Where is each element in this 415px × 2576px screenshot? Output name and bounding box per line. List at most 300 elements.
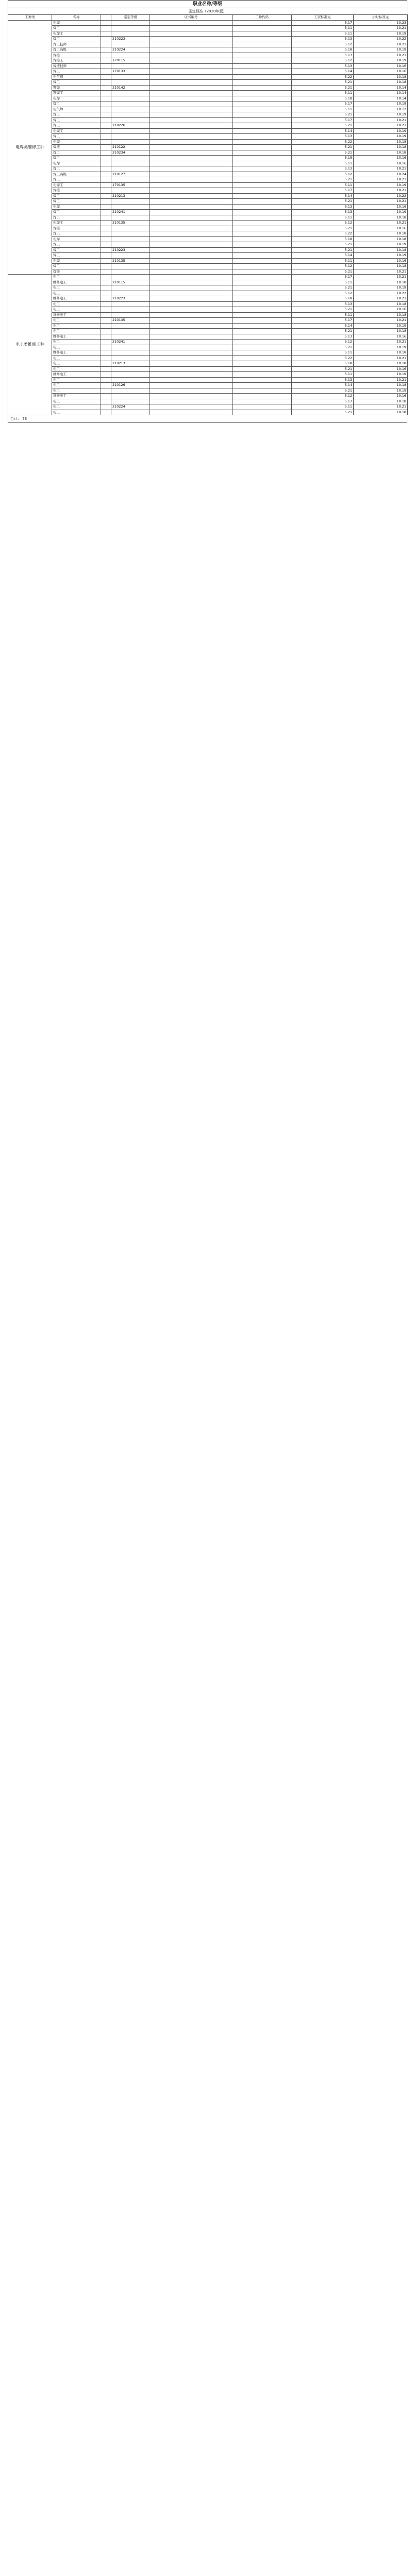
table-cell: 电焊工 — [52, 128, 101, 134]
table-cell — [101, 247, 111, 253]
table-cell: 5.12 — [292, 42, 354, 47]
table-cell: 10.16 — [354, 334, 408, 340]
table-cell — [111, 345, 150, 350]
table-cell: 5.17 — [292, 188, 354, 194]
table-cell — [111, 236, 150, 242]
table-cell: 5.18 — [292, 47, 354, 53]
table-row — [8, 26, 408, 31]
table-cell — [111, 394, 150, 399]
table-cell — [150, 58, 233, 64]
table-cell — [111, 101, 150, 107]
table-row — [8, 307, 408, 313]
table-cell: 电焊 — [52, 236, 101, 242]
table-cell — [150, 63, 233, 69]
table-cell: 5.11 — [292, 350, 354, 356]
table-row — [8, 221, 408, 226]
table-cell: 电气焊 — [52, 74, 101, 80]
table-cell: 5.12 — [292, 58, 354, 64]
table-cell: 电气焊 — [52, 107, 101, 112]
table-cell: 210224 — [111, 404, 150, 410]
table-cell — [150, 20, 233, 26]
table-cell: 170115 — [111, 58, 150, 64]
table-cell — [150, 53, 233, 58]
table-cell: 电工 — [52, 410, 101, 415]
table-cell: 10.19 — [354, 388, 408, 394]
table-row — [8, 383, 408, 388]
table-cell: 维修电工 — [52, 334, 101, 340]
table-body — [8, 20, 408, 415]
table-cell — [101, 312, 111, 318]
table-cell — [111, 399, 150, 404]
table-cell: 10.18 — [354, 350, 408, 356]
table-cell — [233, 210, 292, 215]
table-cell — [101, 139, 111, 145]
table-cell: 10.21 — [354, 275, 408, 280]
table-cell — [233, 166, 292, 172]
table-cell — [101, 112, 111, 118]
table-cell: 焊工 — [52, 134, 101, 140]
table-cell: 5.22 — [292, 139, 354, 145]
table-cell — [233, 355, 292, 361]
table-cell: 210213 — [111, 193, 150, 199]
table-cell: 5.11 — [292, 312, 354, 318]
table-cell: 电工 — [52, 361, 101, 367]
table-cell: 5.13 — [292, 63, 354, 69]
table-cell: 5.13 — [292, 166, 354, 172]
table-row — [8, 275, 408, 280]
table-cell — [233, 177, 292, 183]
table-cell: 5.21 — [292, 410, 354, 415]
table-cell — [150, 177, 233, 183]
table-cell: 电焊 — [52, 161, 101, 166]
table-cell — [233, 69, 292, 75]
table-cell: 焊工高级 — [52, 172, 101, 177]
table-cell: 10.16 — [354, 307, 408, 313]
table-cell — [111, 291, 150, 296]
table-cell: 焊工 — [52, 101, 101, 107]
table-cell — [101, 107, 111, 112]
table-cell — [101, 340, 111, 345]
table-cell — [150, 231, 233, 237]
table-cell: 电焊 — [52, 96, 101, 101]
table-cell — [101, 361, 111, 367]
table-cell: 电工 — [52, 383, 101, 388]
table-cell: 5.11 — [292, 372, 354, 378]
table-cell: 焊工 — [52, 199, 101, 205]
table-cell — [233, 275, 292, 280]
table-cell: 10.18 — [354, 139, 408, 145]
table-cell — [101, 269, 111, 275]
table-cell: 5.17 — [292, 275, 354, 280]
table-cell: 10.19 — [354, 31, 408, 37]
table-cell: 5.22 — [292, 74, 354, 80]
table-cell: 5.12 — [292, 221, 354, 226]
table-row — [8, 340, 408, 345]
table-cell — [101, 350, 111, 356]
table-cell — [233, 312, 292, 318]
table-cell — [111, 199, 150, 205]
table-cell — [233, 226, 292, 231]
table-cell: 5.21 — [292, 242, 354, 248]
table-cell — [150, 285, 233, 291]
table-cell: 焊接 — [52, 269, 101, 275]
table-cell — [101, 101, 111, 107]
table-cell — [111, 410, 150, 415]
table-cell — [150, 323, 233, 329]
table-cell — [233, 204, 292, 210]
table-cell: 10.16 — [354, 394, 408, 399]
table-cell — [101, 188, 111, 194]
table-cell: 焊接工 — [52, 58, 101, 64]
table-cell — [101, 204, 111, 210]
table-cell: 电焊 — [52, 139, 101, 145]
table-cell — [233, 182, 292, 188]
table-cell: 5.21 — [292, 150, 354, 156]
table-cell — [150, 150, 233, 156]
table-cell: 5.21 — [292, 345, 354, 350]
table-cell — [150, 334, 233, 340]
table-cell: 10.21 — [354, 221, 408, 226]
table-cell: 电工 — [52, 366, 101, 372]
table-cell: 5.14 — [292, 253, 354, 259]
table-row — [8, 145, 408, 150]
table-cell: 10.23 — [354, 20, 408, 26]
table-cell — [150, 388, 233, 394]
table-row — [8, 123, 408, 129]
table-cell — [111, 377, 150, 383]
table-cell — [101, 58, 111, 64]
table-cell — [150, 128, 233, 134]
table-cell — [233, 107, 292, 112]
table-cell — [111, 275, 150, 280]
table-cell: 维修电工 — [52, 394, 101, 399]
table-cell — [233, 96, 292, 101]
table-cell — [101, 210, 111, 215]
table-cell — [111, 91, 150, 96]
table-cell — [101, 74, 111, 80]
table-cell: 10.16 — [354, 204, 408, 210]
table-cell: 5.17 — [292, 117, 354, 123]
table-cell — [233, 242, 292, 248]
table-cell — [150, 166, 233, 172]
table-cell — [111, 166, 150, 172]
table-cell — [101, 166, 111, 172]
table-cell — [150, 350, 233, 356]
table-cell — [101, 296, 111, 302]
table-cell: 10.21 — [354, 53, 408, 58]
table-cell: 5.11 — [292, 26, 354, 31]
table-row — [8, 361, 408, 367]
table-cell — [150, 117, 233, 123]
table-cell: 10.14 — [354, 96, 408, 101]
table-cell — [111, 215, 150, 221]
table-cell — [233, 372, 292, 378]
table-cell: 铆焊工 — [52, 91, 101, 96]
table-row — [8, 334, 408, 340]
table-cell — [111, 112, 150, 118]
table-cell: 5.14 — [292, 193, 354, 199]
table-cell: 10.18 — [354, 74, 408, 80]
col-header — [101, 15, 111, 21]
table-cell — [101, 117, 111, 123]
table-row — [8, 226, 408, 231]
table-cell — [150, 372, 233, 378]
table-cell: 10.16 — [354, 63, 408, 69]
table-cell — [150, 193, 233, 199]
table-cell: 210122 — [111, 145, 150, 150]
table-cell — [233, 366, 292, 372]
table-cell — [150, 275, 233, 280]
table-cell — [150, 188, 233, 194]
table-cell — [101, 85, 111, 91]
table-cell — [101, 53, 111, 58]
table-cell: 5.21 — [292, 285, 354, 291]
table-row — [8, 107, 408, 112]
col-header: 工资标准元 — [292, 15, 354, 21]
table-cell — [101, 291, 111, 296]
table-cell: 5.13 — [292, 377, 354, 383]
table-cell: 5.22 — [292, 355, 354, 361]
table-cell — [150, 96, 233, 101]
table-cell — [233, 383, 292, 388]
table-cell — [101, 221, 111, 226]
table-cell — [101, 69, 111, 75]
table-cell: 10.21 — [354, 404, 408, 410]
table-cell: 10.21 — [354, 117, 408, 123]
table-cell — [101, 404, 111, 410]
table-cell: 10.21 — [354, 377, 408, 383]
table-cell — [233, 80, 292, 86]
table-row — [8, 31, 408, 37]
table-cell — [150, 204, 233, 210]
table-cell — [233, 58, 292, 64]
table-cell — [101, 156, 111, 161]
table-cell — [111, 134, 150, 140]
table-cell — [233, 63, 292, 69]
table-cell: 10.19 — [354, 253, 408, 259]
table-cell — [101, 226, 111, 231]
table-cell — [111, 53, 150, 58]
table-row — [8, 80, 408, 86]
table-cell: 10.19 — [354, 285, 408, 291]
table-cell: 10.19 — [354, 58, 408, 64]
table-cell: 5.22 — [292, 231, 354, 237]
table-row — [8, 166, 408, 172]
table-cell — [150, 37, 233, 42]
table-cell: 10.18 — [354, 101, 408, 107]
table-cell — [101, 172, 111, 177]
table-cell — [111, 329, 150, 334]
table-cell — [101, 323, 111, 329]
table-cell — [233, 323, 292, 329]
table-row — [8, 139, 408, 145]
table-cell — [111, 204, 150, 210]
table-row — [8, 199, 408, 205]
table-row — [8, 253, 408, 259]
table-cell: 焊工 — [52, 112, 101, 118]
table-row — [8, 231, 408, 237]
table-cell: 10.21 — [354, 318, 408, 324]
table-cell — [150, 26, 233, 31]
table-cell: 10.19 — [354, 242, 408, 248]
table-cell — [111, 128, 150, 134]
col-header: 工种代码 — [233, 15, 292, 21]
table-cell — [150, 269, 233, 275]
table-cell: 210115 — [111, 280, 150, 285]
table-cell: 10.19 — [354, 182, 408, 188]
table-cell — [233, 37, 292, 42]
table-cell — [150, 91, 233, 96]
table-cell: 10.21 — [354, 296, 408, 302]
table-row — [8, 182, 408, 188]
table-cell: 210127 — [111, 172, 150, 177]
table-cell — [101, 145, 111, 150]
table-cell: 10.16 — [354, 161, 408, 166]
table-cell — [150, 145, 233, 150]
table-cell: 5.13 — [292, 134, 354, 140]
table-cell — [233, 161, 292, 166]
table-row — [8, 296, 408, 302]
table-cell: 5.12 — [292, 291, 354, 296]
table-cell: 210135 — [111, 258, 150, 264]
table-cell — [101, 96, 111, 101]
table-cell: 210224 — [111, 47, 150, 53]
table-cell: 铆焊 — [52, 85, 101, 91]
table-row — [8, 404, 408, 410]
table-cell: 10.14 — [354, 91, 408, 96]
table-cell: 焊工 — [52, 166, 101, 172]
table-cell — [101, 388, 111, 394]
table-cell — [101, 285, 111, 291]
table-cell: 焊工 — [52, 117, 101, 123]
table-cell: 电工 — [52, 275, 101, 280]
table-cell: 5.12 — [292, 340, 354, 345]
table-cell — [233, 394, 292, 399]
table-cell: 电工 — [52, 345, 101, 350]
table-cell: 10.19 — [354, 128, 408, 134]
table-cell — [150, 312, 233, 318]
table-cell — [150, 361, 233, 367]
table-cell — [233, 172, 292, 177]
table-cell — [111, 350, 150, 356]
table-cell: 10.19 — [354, 134, 408, 140]
table-cell: 5.21 — [292, 226, 354, 231]
table-cell: 10.18 — [354, 280, 408, 285]
table-cell — [111, 301, 150, 307]
table-cell — [233, 253, 292, 259]
table-cell: 10.19 — [354, 345, 408, 350]
table-cell: 210223 — [111, 37, 150, 42]
table-cell — [150, 258, 233, 264]
table-cell: 5.18 — [292, 236, 354, 242]
group-label: 电焊类维修工种 — [8, 20, 52, 275]
table-cell: 电焊 — [52, 20, 101, 26]
table-cell: 焊工 — [52, 80, 101, 86]
table-cell: 10.18 — [354, 264, 408, 269]
table-cell — [233, 291, 292, 296]
table-cell: 5.18 — [292, 156, 354, 161]
table-cell — [150, 340, 233, 345]
table-cell — [101, 394, 111, 399]
table-cell — [233, 269, 292, 275]
table-cell: 维修电工 — [52, 312, 101, 318]
table-cell: 维修电工 — [52, 350, 101, 356]
table-cell: 10.24 — [354, 172, 408, 177]
table-row — [8, 301, 408, 307]
table-row — [8, 264, 408, 269]
table-cell: 10.18 — [354, 301, 408, 307]
table-cell: 电焊工 — [52, 31, 101, 37]
table-cell — [150, 366, 233, 372]
table-cell — [111, 312, 150, 318]
table-row — [8, 285, 408, 291]
doc-subtitle: 鉴定标准（2020年版） — [8, 8, 407, 14]
table-row — [8, 85, 408, 91]
table-cell — [150, 318, 233, 324]
table-cell: 210213 — [111, 361, 150, 367]
table-row — [8, 366, 408, 372]
table-row — [8, 91, 408, 96]
table-cell — [233, 399, 292, 404]
table-cell: 5.11 — [292, 258, 354, 264]
table-cell — [101, 280, 111, 285]
table-row — [8, 37, 408, 42]
table-cell — [101, 47, 111, 53]
table-row — [8, 312, 408, 318]
table-cell: 焊工 — [52, 26, 101, 31]
table-cell: 10.14 — [354, 85, 408, 91]
table-cell — [111, 269, 150, 275]
table-row — [8, 20, 408, 26]
table-cell: 5.13 — [292, 204, 354, 210]
table-cell — [101, 307, 111, 313]
table-cell: 5.11 — [292, 91, 354, 96]
table-cell: 10.21 — [354, 355, 408, 361]
table-cell: 焊工 — [52, 264, 101, 269]
table-cell: 10.19 — [354, 372, 408, 378]
table-row — [8, 269, 408, 275]
table-cell: 10.18 — [354, 312, 408, 318]
table-cell — [150, 307, 233, 313]
table-cell — [233, 410, 292, 415]
table-cell — [111, 20, 150, 26]
table-cell — [111, 117, 150, 123]
table-cell — [101, 264, 111, 269]
table-cell — [150, 345, 233, 350]
table-cell — [101, 275, 111, 280]
table-cell: 焊工 — [52, 215, 101, 221]
table-cell — [150, 377, 233, 383]
table-cell: 5.11 — [292, 182, 354, 188]
table-row — [8, 410, 408, 415]
table-cell — [101, 242, 111, 248]
table-row — [8, 204, 408, 210]
table-cell: 5.18 — [292, 361, 354, 367]
col-header: 证书编号 — [150, 15, 233, 21]
table-row — [8, 399, 408, 404]
table-cell — [111, 26, 150, 31]
table-cell: 5.18 — [292, 296, 354, 302]
table-cell — [150, 296, 233, 302]
table-cell — [150, 182, 233, 188]
table-cell: 10.18 — [354, 399, 408, 404]
table-cell: 5.21 — [292, 85, 354, 91]
table-cell — [101, 334, 111, 340]
table-cell: 5.21 — [292, 80, 354, 86]
table-cell: 5.21 — [292, 145, 354, 150]
table-row — [8, 74, 408, 80]
table-cell: 焊工 — [52, 247, 101, 253]
